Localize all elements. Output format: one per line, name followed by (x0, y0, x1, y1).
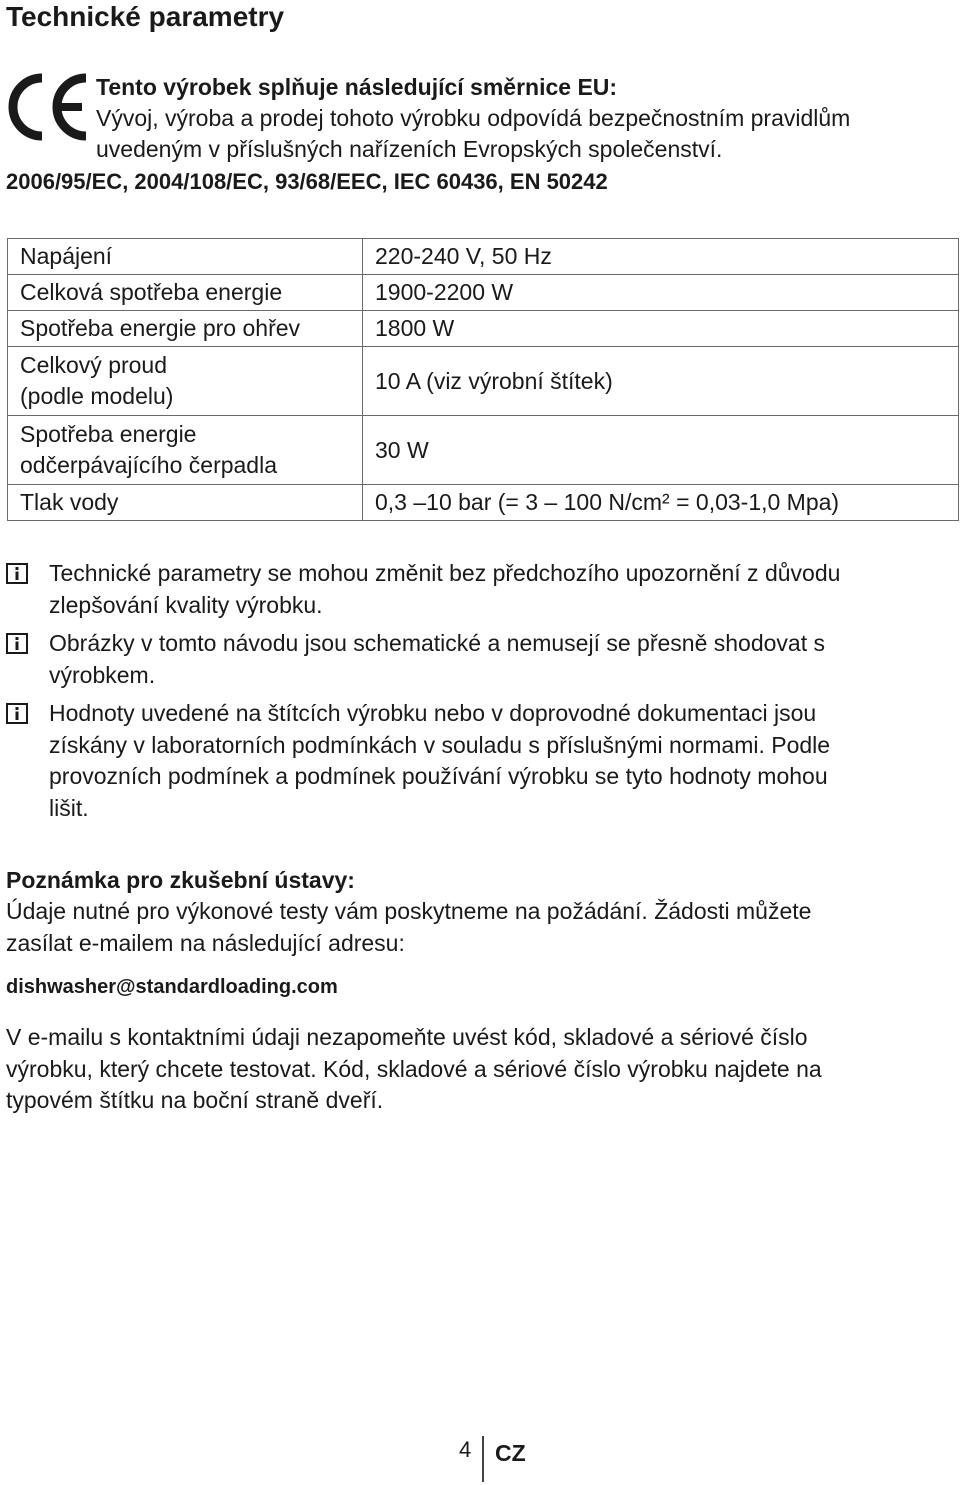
info-icon (6, 563, 28, 584)
note-item (6, 558, 954, 621)
note-item (6, 698, 954, 824)
testing-text (6, 896, 954, 959)
footer-divider (482, 1436, 484, 1482)
spec-label (8, 416, 363, 485)
spec-value: 220-240 V, 50 Hz (363, 239, 959, 275)
note-line: získány v laboratorních podmínkách v souladu s příslušnými normami. Podle (49, 731, 831, 758)
spec-value: 1800 W (363, 311, 959, 347)
spec-row (8, 347, 959, 416)
info-icon (6, 633, 28, 654)
note-line: Technické parametry se mohou změnit bez předchozího upozornění z důvodu (49, 560, 841, 586)
directive-list: 2006/95/EC, 2004/108/EC, 93/68/EEC, IEC 60436, EN 50242 (6, 169, 608, 194)
spec-row (8, 311, 959, 347)
spec-label-line: odčerpávajícího čerpadla (20, 452, 277, 478)
ce-mark-icon (4, 72, 90, 142)
note-line: provozních podmínek a podmínek používání výrobku se tyto hodnoty mohou (49, 763, 828, 789)
spec-label-line: Celkový proud (20, 352, 168, 378)
spec-label (8, 347, 363, 416)
note-item (6, 628, 954, 691)
spec-value: 30 W (363, 416, 959, 485)
testing-text-line: Údaje nutné pro výkonové testy vám poskytneme na požádání. Žádosti můžete (6, 898, 812, 924)
spec-row (8, 239, 959, 275)
note-line: výrobkem. (49, 661, 156, 688)
page-number: 4 (459, 1437, 472, 1462)
note-line: zlepšování kvality výrobku. (49, 591, 323, 618)
note-line: lišit. (49, 794, 89, 821)
contact-text-line: V e-mailu s kontaktními údaji nezapomeňte uvést kód, skladové a sériové číslo (6, 1024, 808, 1050)
spec-label-line: (podle modelu) (20, 383, 174, 409)
testing-heading: Poznámka pro zkušební ústavy: (6, 867, 355, 893)
spec-row (8, 485, 959, 521)
spec-label: Napájení (8, 239, 363, 275)
spec-table (7, 238, 959, 521)
spec-label: Tlak vody (8, 485, 363, 521)
notes-list (6, 558, 954, 831)
spec-row (8, 275, 959, 311)
language-code: CZ (495, 1440, 526, 1466)
note-line: Hodnoty uvedené na štítcích výrobku nebo v doprovodné dokumentaci jsou (49, 700, 817, 726)
spec-label: Celková spotřeba energie (8, 275, 363, 311)
spec-label: Spotřeba energie pro ohřev (8, 311, 363, 347)
spec-value: 1900-2200 W (363, 275, 959, 311)
note-line: Obrázky v tomto návodu jsou schematické a nemusejí se přesně shodovat s (49, 630, 826, 656)
contact-text-line: typovém štítku na boční straně dveří. (6, 1087, 384, 1113)
info-icon (6, 703, 28, 724)
spec-label-line: Spotřeba energie (20, 421, 197, 447)
ce-heading: Tento výrobek splňuje následující směrnice EU: (96, 74, 618, 100)
ce-text-line: uvedeným v příslušných nařízeních Evropských společenství. (96, 136, 723, 162)
spec-value: 10 A (viz výrobní štítek) (363, 347, 959, 416)
contact-text-line: výrobku, který chcete testovat. Kód, skladové a sériové číslo výrobku najdete na (6, 1055, 822, 1082)
testing-text-line: zasílat e-mailem na následující adresu: (6, 929, 405, 956)
spec-value: 0,3 –10 bar (= 3 – 100 N/cm² = 0,03-1,0 Mpa) (363, 485, 959, 521)
ce-text-line: Vývoj, výroba a prodej tohoto výrobku odpovídá bezpečnostním pravidlům (96, 105, 851, 131)
testing-contact-text (6, 1022, 954, 1117)
page-title: Technické parametry (6, 1, 285, 32)
spec-row (8, 416, 959, 485)
email-address: dishwasher@standardloading.com (6, 976, 338, 998)
ce-compliance-block (96, 72, 956, 165)
